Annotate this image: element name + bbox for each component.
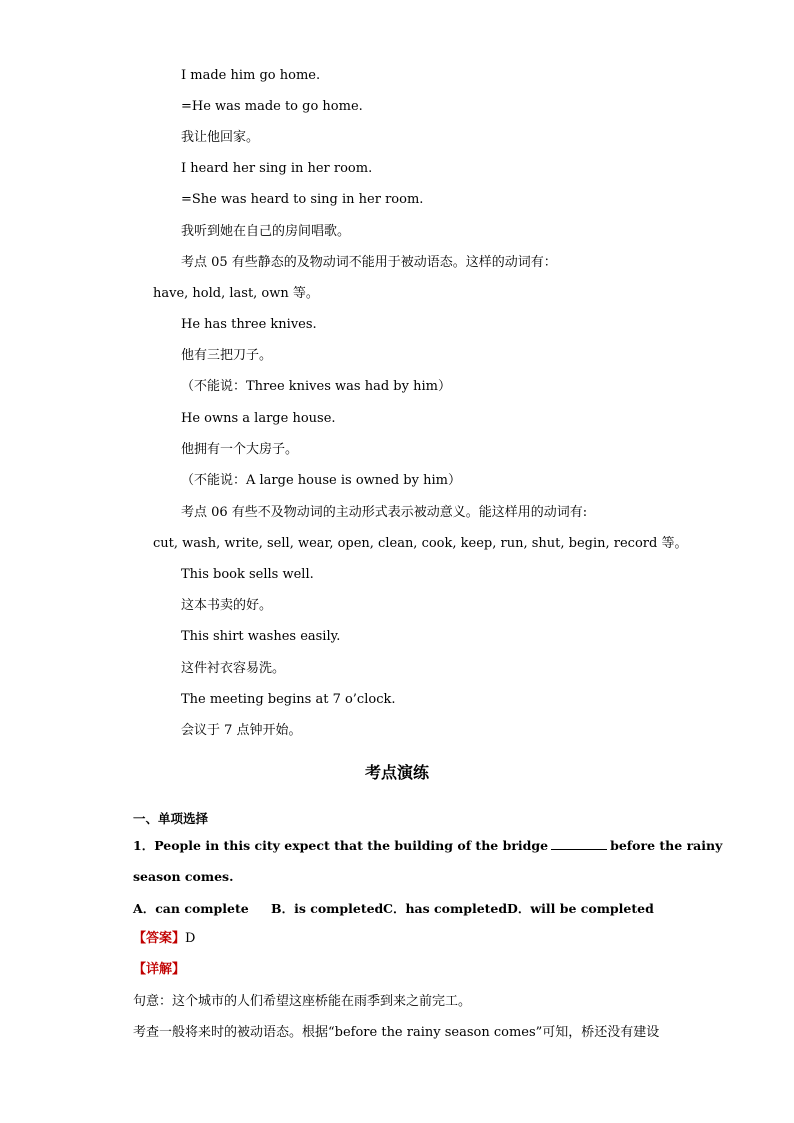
- question-stem-line2: season comes.: [133, 869, 234, 884]
- question-stem: [133, 837, 722, 855]
- example-line: He owns a large house.: [181, 411, 336, 426]
- example-line: 我听到她在自己的房间唱歌。: [181, 224, 351, 239]
- answer-blank: [551, 837, 607, 850]
- point-06-heading: 考点 06 有些不及物动词的主动形式表示被动意义。能这样用的动词有:: [181, 505, 588, 520]
- answer-value: D: [185, 931, 196, 946]
- example-line: 这本书卖的好。: [181, 598, 273, 613]
- detail-label: 【详解】: [133, 962, 186, 977]
- example-line: This shirt washes easily.: [181, 629, 341, 644]
- meaning-line: 句意：这个城市的人们希望这座桥能在雨季到来之前完工。: [133, 994, 472, 1009]
- section-title: 考点演练: [364, 763, 429, 782]
- point-06-verbs: cut, wash, write, sell, wear, open, clean, cook, keep, run, shut, begin, record 等。: [153, 536, 688, 551]
- option-a: A．can complete: [133, 901, 249, 916]
- example-line: This book sells well.: [181, 567, 314, 582]
- point-05-heading: 考点 05 有些静态的及物动词不能用于被动语态。这样的动词有：: [181, 255, 557, 270]
- option-b: B．is completed: [271, 901, 384, 916]
- example-line: I heard her sing in her room.: [181, 161, 373, 176]
- detail-line: [133, 961, 185, 979]
- example-line: =He was made to go home.: [181, 99, 363, 114]
- option-c: C．has completed: [383, 901, 508, 916]
- point-05-verbs: have, hold, last, own 等。: [153, 286, 319, 301]
- example-line: （不能说：Three knives was had by him）: [181, 379, 451, 394]
- example-line: =She was heard to sing in her room.: [181, 192, 424, 207]
- question-stem-before: 1．People in this city expect that the building of the bridge: [133, 838, 549, 853]
- example-line: 这件衬衣容易洗。: [181, 661, 286, 676]
- question-stem-after: before the rainy: [610, 838, 723, 853]
- option-d: D．will be completed: [507, 901, 654, 916]
- example-line: 他拥有一个大房子。: [181, 442, 299, 457]
- example-line: （不能说：A large house is owned by him）: [181, 473, 461, 488]
- example-line: I made him go home.: [181, 68, 321, 83]
- example-line: The meeting begins at 7 o’clock.: [181, 692, 396, 707]
- example-line: 会议于 7 点钟开始。: [181, 723, 302, 738]
- example-line: 我让他回家。: [181, 130, 260, 145]
- example-line: 他有三把刀子。: [181, 348, 273, 363]
- example-line: He has three knives.: [181, 317, 317, 332]
- answer-line: [133, 930, 195, 948]
- answer-label: 【答案】: [133, 931, 186, 946]
- analysis-line: 考查一般将来时的被动语态。根据“before the rainy season comes”可知，桥还没有建设: [133, 1025, 660, 1040]
- part-heading: 一、单项选择: [133, 811, 209, 826]
- question-options: [133, 900, 654, 918]
